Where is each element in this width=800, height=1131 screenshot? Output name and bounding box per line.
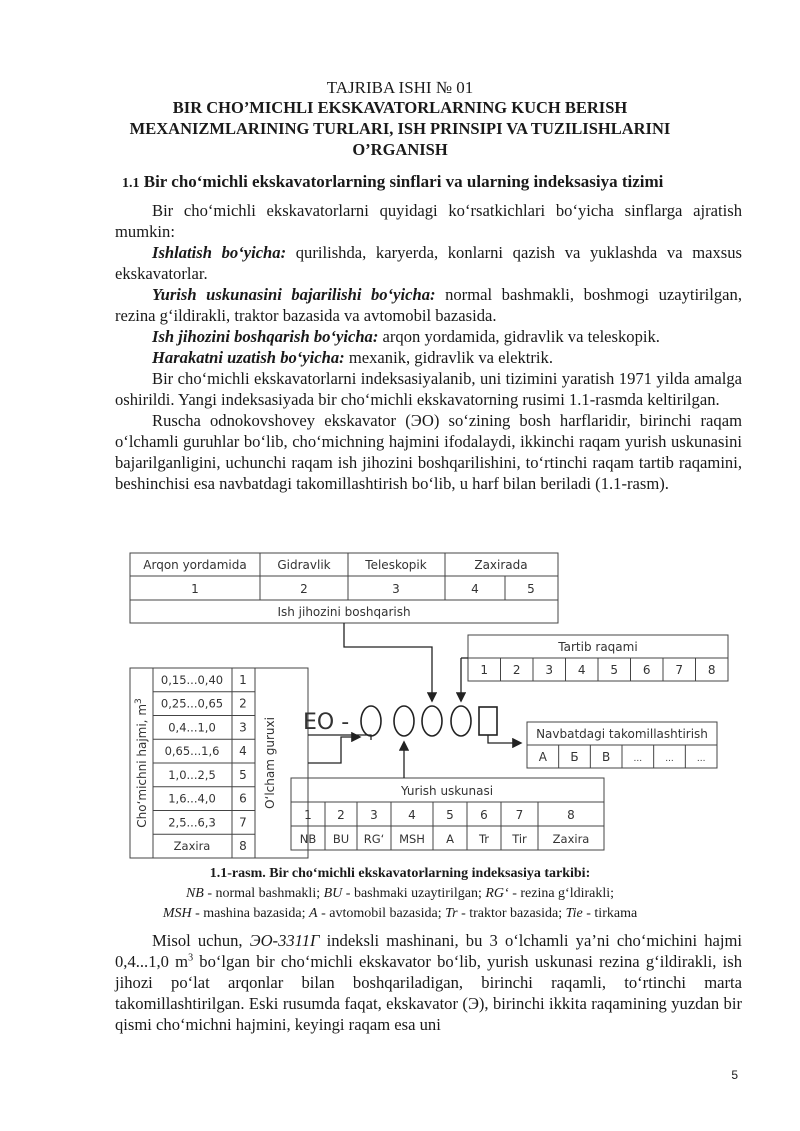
undercarriage-number-cell: 8 <box>567 808 575 822</box>
index-letter-box <box>479 707 497 735</box>
undercarriage-number-cell: 5 <box>446 808 454 822</box>
caption-description: - normal bashmakli; <box>203 886 324 901</box>
undercarriage-number-cell: 7 <box>515 808 524 822</box>
bucket-volume-cell: 1,6...4,0 <box>168 791 216 806</box>
undercarriage-code-cell: MSH <box>399 832 425 846</box>
modernization-label: Navbatdagi takomillashtirish <box>536 727 708 741</box>
bucket-volume-cell: 0,65...1,6 <box>164 744 220 759</box>
example-text <box>115 930 742 1035</box>
control-number: 2 <box>300 582 308 596</box>
paragraph-index-explanation: Ruscha odnokovshovey ekskavator (ЭО) so‘zining bosh harflaridir, birinchi raqam o‘lchamli guruhlar bo‘lib, cho‘michning hajmini ifodalaydi, ikkinchi raqam yurish uskunasini bajarilganligini, uchunchi raqam ish jihozini boshqarilishini, to‘rtinchi raqam tartib raqamini, beshinchisi esa navbatdagi takomillashtirish bo‘lib, u harf bilan beriladi (1.1-rasm). <box>115 411 742 493</box>
size-number-cell: 1 <box>239 672 247 687</box>
paragraph-example: Misol uchun, ЭО-3311Г indeksli mashinani, bu 3 o‘lchamli ya’ni cho‘michini hajmi 0,4...1,0 $m^3$ bo‘lgan bir cho‘michli ekskavator bo‘lib, yurish uskunasi rezina g‘ildirakli, ish jihozi po‘lat arqonlar bilan boshqariladigan, birinchi raqamli, to‘rtinchi marta takomillashtirilgan. Eski rusumda faqat, ekskavator (Э), birinchi ikkita raqamining yuzdan bir qismi cho‘michni hajmini, keyingi raqam esa uni <box>115 931 742 1034</box>
size-number-cell: 5 <box>239 767 247 782</box>
usage-label: Ishlatish bo‘yicha: <box>152 243 287 262</box>
modernization-letter-cell: А <box>538 750 547 764</box>
index-digit-1 <box>361 706 381 736</box>
bucket-volume-cell: Zaxira <box>173 839 211 854</box>
caption-code: Tie <box>565 906 583 921</box>
size-number-cell: 6 <box>239 791 247 806</box>
bucket-volume-cell: 0,15...0,40 <box>160 672 224 687</box>
index-digit-2 <box>394 706 414 736</box>
modernization-table <box>527 722 717 768</box>
serial-number-cell: 7 <box>675 663 684 677</box>
caption-description: - avtomobil bazasida; <box>317 906 446 921</box>
control-table <box>130 553 558 623</box>
size-number-cell: 8 <box>239 839 247 854</box>
undercarriage-number-cell: 6 <box>480 808 488 822</box>
serial-number-cell: 2 <box>512 663 521 677</box>
caption-code: BU <box>323 886 343 901</box>
caption-description: - bashmaki uzaytirilgan; <box>342 886 486 901</box>
transmission-class-label: Harakatni uzatish bo‘yicha: <box>152 348 345 367</box>
serial-number-cell: 5 <box>610 663 619 677</box>
main-title: BIR CHO’MICHLI EKSKAVATORLARNING KUCH BERISH MEXANIZMLARINING TURLARI, ISH PRINSIPI VA TUZILISHLARINI O’RGANISH <box>129 98 671 159</box>
control-header-telescopic: Teleskopik <box>365 558 427 572</box>
undercarriage-code-cell: Tir <box>512 832 527 846</box>
undercarriage-code-cell: RG‘ <box>363 832 385 846</box>
paragraph-classification: Bir cho‘michli ekskavatorlarni quyidagi ko‘rsatkichlari bo‘yicha sinflarga ajratish mumkin: <box>115 201 742 241</box>
undercarriage-code-cell: Tr <box>478 832 490 846</box>
size-number-cell: 4 <box>239 744 247 759</box>
undercarriage-number-cell: 2 <box>337 808 345 822</box>
lab-title: TAJRIBA ISHI № 01 <box>326 78 474 97</box>
undercarriage-label: Yurish uskunasi <box>400 784 494 798</box>
control-header-rope: Arqon yordamida <box>143 558 247 572</box>
caption-code: NB <box>185 886 204 901</box>
caption-code: Tr <box>445 906 458 921</box>
index-structure-diagram <box>115 545 735 863</box>
undercarriage-code-cell: BU <box>332 832 350 846</box>
undercarriage-code-cell: NB <box>299 832 317 846</box>
transmission-class-text: mexanik, gidravlik va elektrik. <box>344 348 553 367</box>
intro-text <box>115 200 742 494</box>
modernization-letter-cell: ... <box>633 754 643 764</box>
bucket-volume-cell: 0,4...1,0 <box>168 720 216 735</box>
modernization-letter-cell: В <box>602 750 611 764</box>
control-number: 1 <box>191 582 199 596</box>
section-number: 1.1 <box>122 176 140 191</box>
serial-table <box>468 635 728 681</box>
usage-text: qurilishda, karyerda, konlarni qazish va yuklashda va maxsus ekskavatorlar. <box>115 243 742 283</box>
undercarriage-code-cell: Zaxira <box>552 832 590 846</box>
caption-code: MSH <box>162 906 192 921</box>
modernization-letter-cell: Б <box>570 750 579 764</box>
serial-number-cell: 1 <box>480 663 489 677</box>
paragraph-indexing-history: Bir cho‘michli ekskavatorlarni indeksasiyalanib, uni tizimini yaratish 1971 yilda amalga oshirildi. Yangi indeksasiyada bir cho‘michli ekskavatorning rusimi 1.1-rasmda keltirilgan. <box>115 369 742 409</box>
caption-description: - tirkama <box>582 906 638 921</box>
undercarriage-number-cell: 4 <box>408 808 416 822</box>
bucket-volume-cell: 0,25...0,65 <box>160 696 224 711</box>
connector-arrows <box>308 623 520 778</box>
undercarriage-code-cell: A <box>446 832 454 846</box>
serial-number-cell: 3 <box>545 663 554 677</box>
control-number: 4 <box>471 582 479 596</box>
undercarriage-number-cell: 3 <box>370 808 378 822</box>
index-digit-3 <box>422 706 442 736</box>
size-number-cell: 2 <box>239 696 247 711</box>
caption-description: - mashina bazasida; <box>191 906 309 921</box>
control-header-reserve: Zaxirada <box>474 558 528 572</box>
undercarriage-class-label: Yurish uskunasini bajarilishi bo‘yicha: <box>152 285 436 304</box>
control-number: 5 <box>527 582 535 596</box>
bucket-volume-cell: 1,0...2,5 <box>168 767 216 782</box>
paragraph-transmission <box>115 347 742 368</box>
paragraph-undercarriage <box>115 284 742 326</box>
control-header-hydraulic: Gidravlik <box>277 558 331 572</box>
bucket-volume-cell: 2,5...6,3 <box>168 815 216 830</box>
caption-description: - traktor bazasida; <box>457 906 566 921</box>
serial-label: Tartib raqami <box>558 640 638 654</box>
control-class-text: arqon yordamida, gidravlik va teleskopik. <box>378 327 660 346</box>
caption-code: RG‘ <box>485 886 509 901</box>
figure-caption <box>100 864 700 924</box>
eo-index-code <box>303 706 497 736</box>
control-number: 3 <box>392 582 400 596</box>
paragraph-control <box>115 326 742 347</box>
example-model-code: ЭО-3311Г <box>249 931 320 950</box>
index-digit-4 <box>451 706 471 736</box>
undercarriage-class-text: normal bashmakli, boshmogi uzaytirilgan, rezina g‘ildirakli, traktor bazasida va avtomobil bazasida. <box>115 285 742 325</box>
figure-caption-title: 1.1-rasm. Bir cho‘michli ekskavatorlarning indeksasiya tarkibi: <box>209 866 591 881</box>
bucket-volume-axis-label: Cho‘michni hajmi, $m^3$ <box>134 698 149 828</box>
caption-code: A <box>309 906 318 921</box>
size-number-cell: 7 <box>239 815 247 830</box>
section-title: Bir cho‘michli ekskavatorlarning sinflari va ularning indeksasiya tizimi <box>143 172 664 191</box>
section-heading <box>122 172 742 192</box>
caption-description: - rezina g‘ldirakli; <box>508 886 615 901</box>
figure-caption-line-1 <box>100 884 700 904</box>
paragraph-usage <box>115 242 742 284</box>
control-label: Ish jihozini boshqarish <box>277 605 411 619</box>
size-number-cell: 3 <box>239 720 247 735</box>
undercarriage-number-cell: 1 <box>304 808 312 822</box>
undercarriage-table <box>291 778 604 850</box>
serial-number-cell: 8 <box>707 663 716 677</box>
bucket-volume-table <box>130 668 308 858</box>
modernization-letter-cell: ... <box>696 754 706 764</box>
control-class-label: Ish jihozini boshqarish bo‘yicha: <box>152 327 379 346</box>
page-number: 5 <box>731 1068 738 1082</box>
size-group-axis-label: O‘lcham guruxi <box>263 717 277 809</box>
serial-number-cell: 6 <box>642 663 651 677</box>
eo-prefix: EO - <box>303 710 350 735</box>
modernization-letter-cell: ... <box>665 754 674 764</box>
serial-number-cell: 4 <box>577 663 586 677</box>
figure-caption-line-2 <box>100 904 700 924</box>
